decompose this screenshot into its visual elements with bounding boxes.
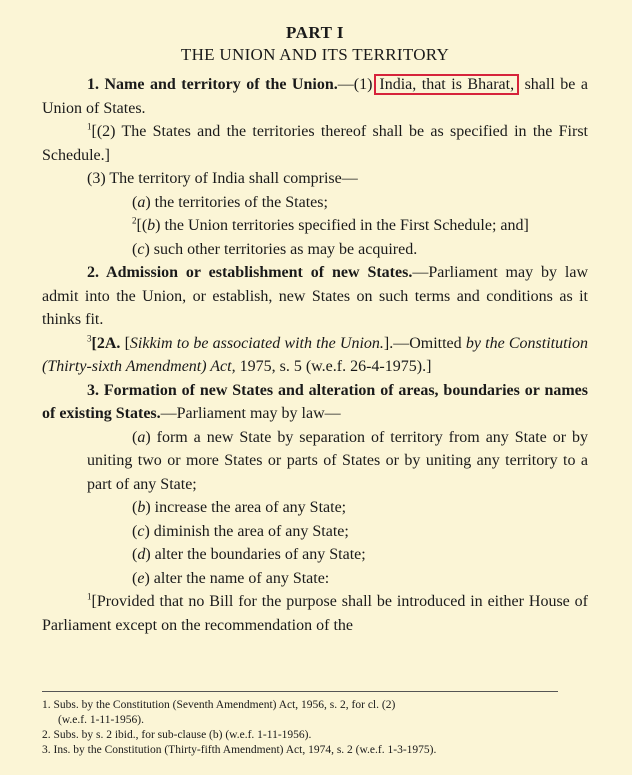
article-2-text: —Parliament may by law admit into the Union, or establish, new States on such terms and conditions as it thinks fit.: [42, 264, 588, 328]
item-text: such other territories as may be acquired.: [153, 240, 418, 258]
article-2a-title: Sikkim to be associated with the Union.: [129, 334, 384, 352]
part-subtitle: THE UNION AND ITS TERRITORY: [180, 45, 450, 64]
article-3-item-d: (d) alter the boundaries of any State;: [132, 546, 366, 563]
item-text: alter the name of any State:: [153, 569, 330, 587]
article-2: [42, 261, 588, 332]
item-label: c: [137, 522, 145, 540]
clause-2-text: [(2) The States and the territories thereof shall be as specified in the First Schedule.]: [42, 123, 588, 164]
proviso-text: [Provided that no Bill for the purpose shall be introduced in either House of Parliament except on the recommendation of the: [42, 593, 588, 634]
article-3-item-b: (b) increase the area of any State;: [132, 499, 347, 516]
footnote-ref[interactable]: 1: [87, 591, 92, 602]
footnote-divider: [42, 691, 558, 692]
footnote-ref[interactable]: 3: [87, 333, 92, 344]
article-3-heading: 3. Formation of new States and alteration of areas, boundaries or names of existing States.: [42, 381, 588, 422]
article-3-item-e: (e) alter the name of any State:: [132, 569, 330, 587]
item-label: a: [137, 428, 146, 446]
item-text: increase the area of any State;: [154, 499, 347, 516]
footnote-ref[interactable]: 1: [87, 121, 92, 132]
article-2-heading: 2. Admission or establishment of new States.: [87, 264, 413, 281]
article-3: [42, 379, 588, 426]
footnote-1: 1. Subs. by the Constitution (Seventh Amendment) Act, 1956, s. 2, for cl. (2): [42, 699, 396, 711]
article-2a: $^3$[2A. [Sikkim to be associated with the Union.].—Omitted by the Constitution (Thirty-sixth Amendment) Act, 1975, s. 5 (w.e.f. 26-4-1975).]: [42, 333, 588, 375]
article-3-item-a: (a) form a new State by separation of territory from any State or by uniting two or more States or parts of States or by uniting any territory to a part of any State;: [87, 428, 589, 493]
item-label: a: [137, 193, 146, 211]
footnote-2: 2. Subs. by s. 2 ibid., for sub-clause (b) (w.e.f. 1-11-1956).: [42, 729, 312, 741]
article-2a-heading: [2A.: [91, 334, 121, 352]
article-1-clause-3: (3) The territory of India shall comprise—: [87, 170, 358, 187]
item-text: the Union territories specified in the First Schedule; and]: [164, 217, 529, 234]
article-1-clause-2: [42, 120, 588, 167]
item-text: form a new State by separation of territory from any State or by uniting two or more States or parts of States or by uniting any territory to a part of any State;: [87, 428, 589, 493]
footnotes: [42, 698, 588, 758]
part-title: PART I: [286, 23, 344, 42]
footnote-1-cont: (w.e.f. 1-11-1956).: [58, 714, 145, 726]
article-3-proviso: [42, 590, 588, 637]
article-1-heading: 1. Name and territory of the Union.: [87, 76, 338, 93]
clause-3c: (c) such other territories as may be acquired.: [132, 240, 418, 258]
item-label: b: [147, 217, 156, 234]
article-2a-omitted: ].—Omitted: [383, 334, 462, 352]
item-label: e: [137, 569, 145, 587]
article-3-item-c: (c) diminish the area of any State;: [132, 522, 349, 540]
article-2a-by: by the: [465, 334, 505, 352]
item-text: the territories of the States;: [154, 193, 328, 211]
footnote-3: 3. Ins. by the Constitution (Thirty-fifth Amendment) Act, 1974, s. 2 (w.e.f. 1-3-1975).: [42, 744, 437, 756]
article-1-clause-1: [42, 73, 588, 120]
article-1-dash: —(1): [337, 76, 373, 93]
article-1-rest: shall be a Union of States.: [42, 76, 588, 117]
footnote-ref[interactable]: 2: [132, 215, 137, 226]
highlight-box[interactable]: India, that is Bharat,: [374, 74, 519, 95]
clause-3b: $^2$[(b) the Union territories specified in the First Schedule; and]: [132, 215, 529, 234]
item-text: alter the boundaries of any State;: [154, 546, 366, 563]
article-3-intro: —Parliament may by law—: [160, 405, 341, 422]
article-2a-act: Constitution (Thirty-sixth Amendment) Act,: [42, 334, 588, 375]
article-2a-tail: 1975, s. 5 (w.e.f. 26-4-1975).]: [239, 358, 432, 375]
clause-3a: (a) the territories of the States;: [132, 193, 328, 211]
item-label: d: [137, 546, 146, 563]
item-label: c: [137, 240, 145, 258]
item-text: diminish the area of any State;: [153, 522, 349, 540]
item-label: b: [137, 499, 146, 516]
